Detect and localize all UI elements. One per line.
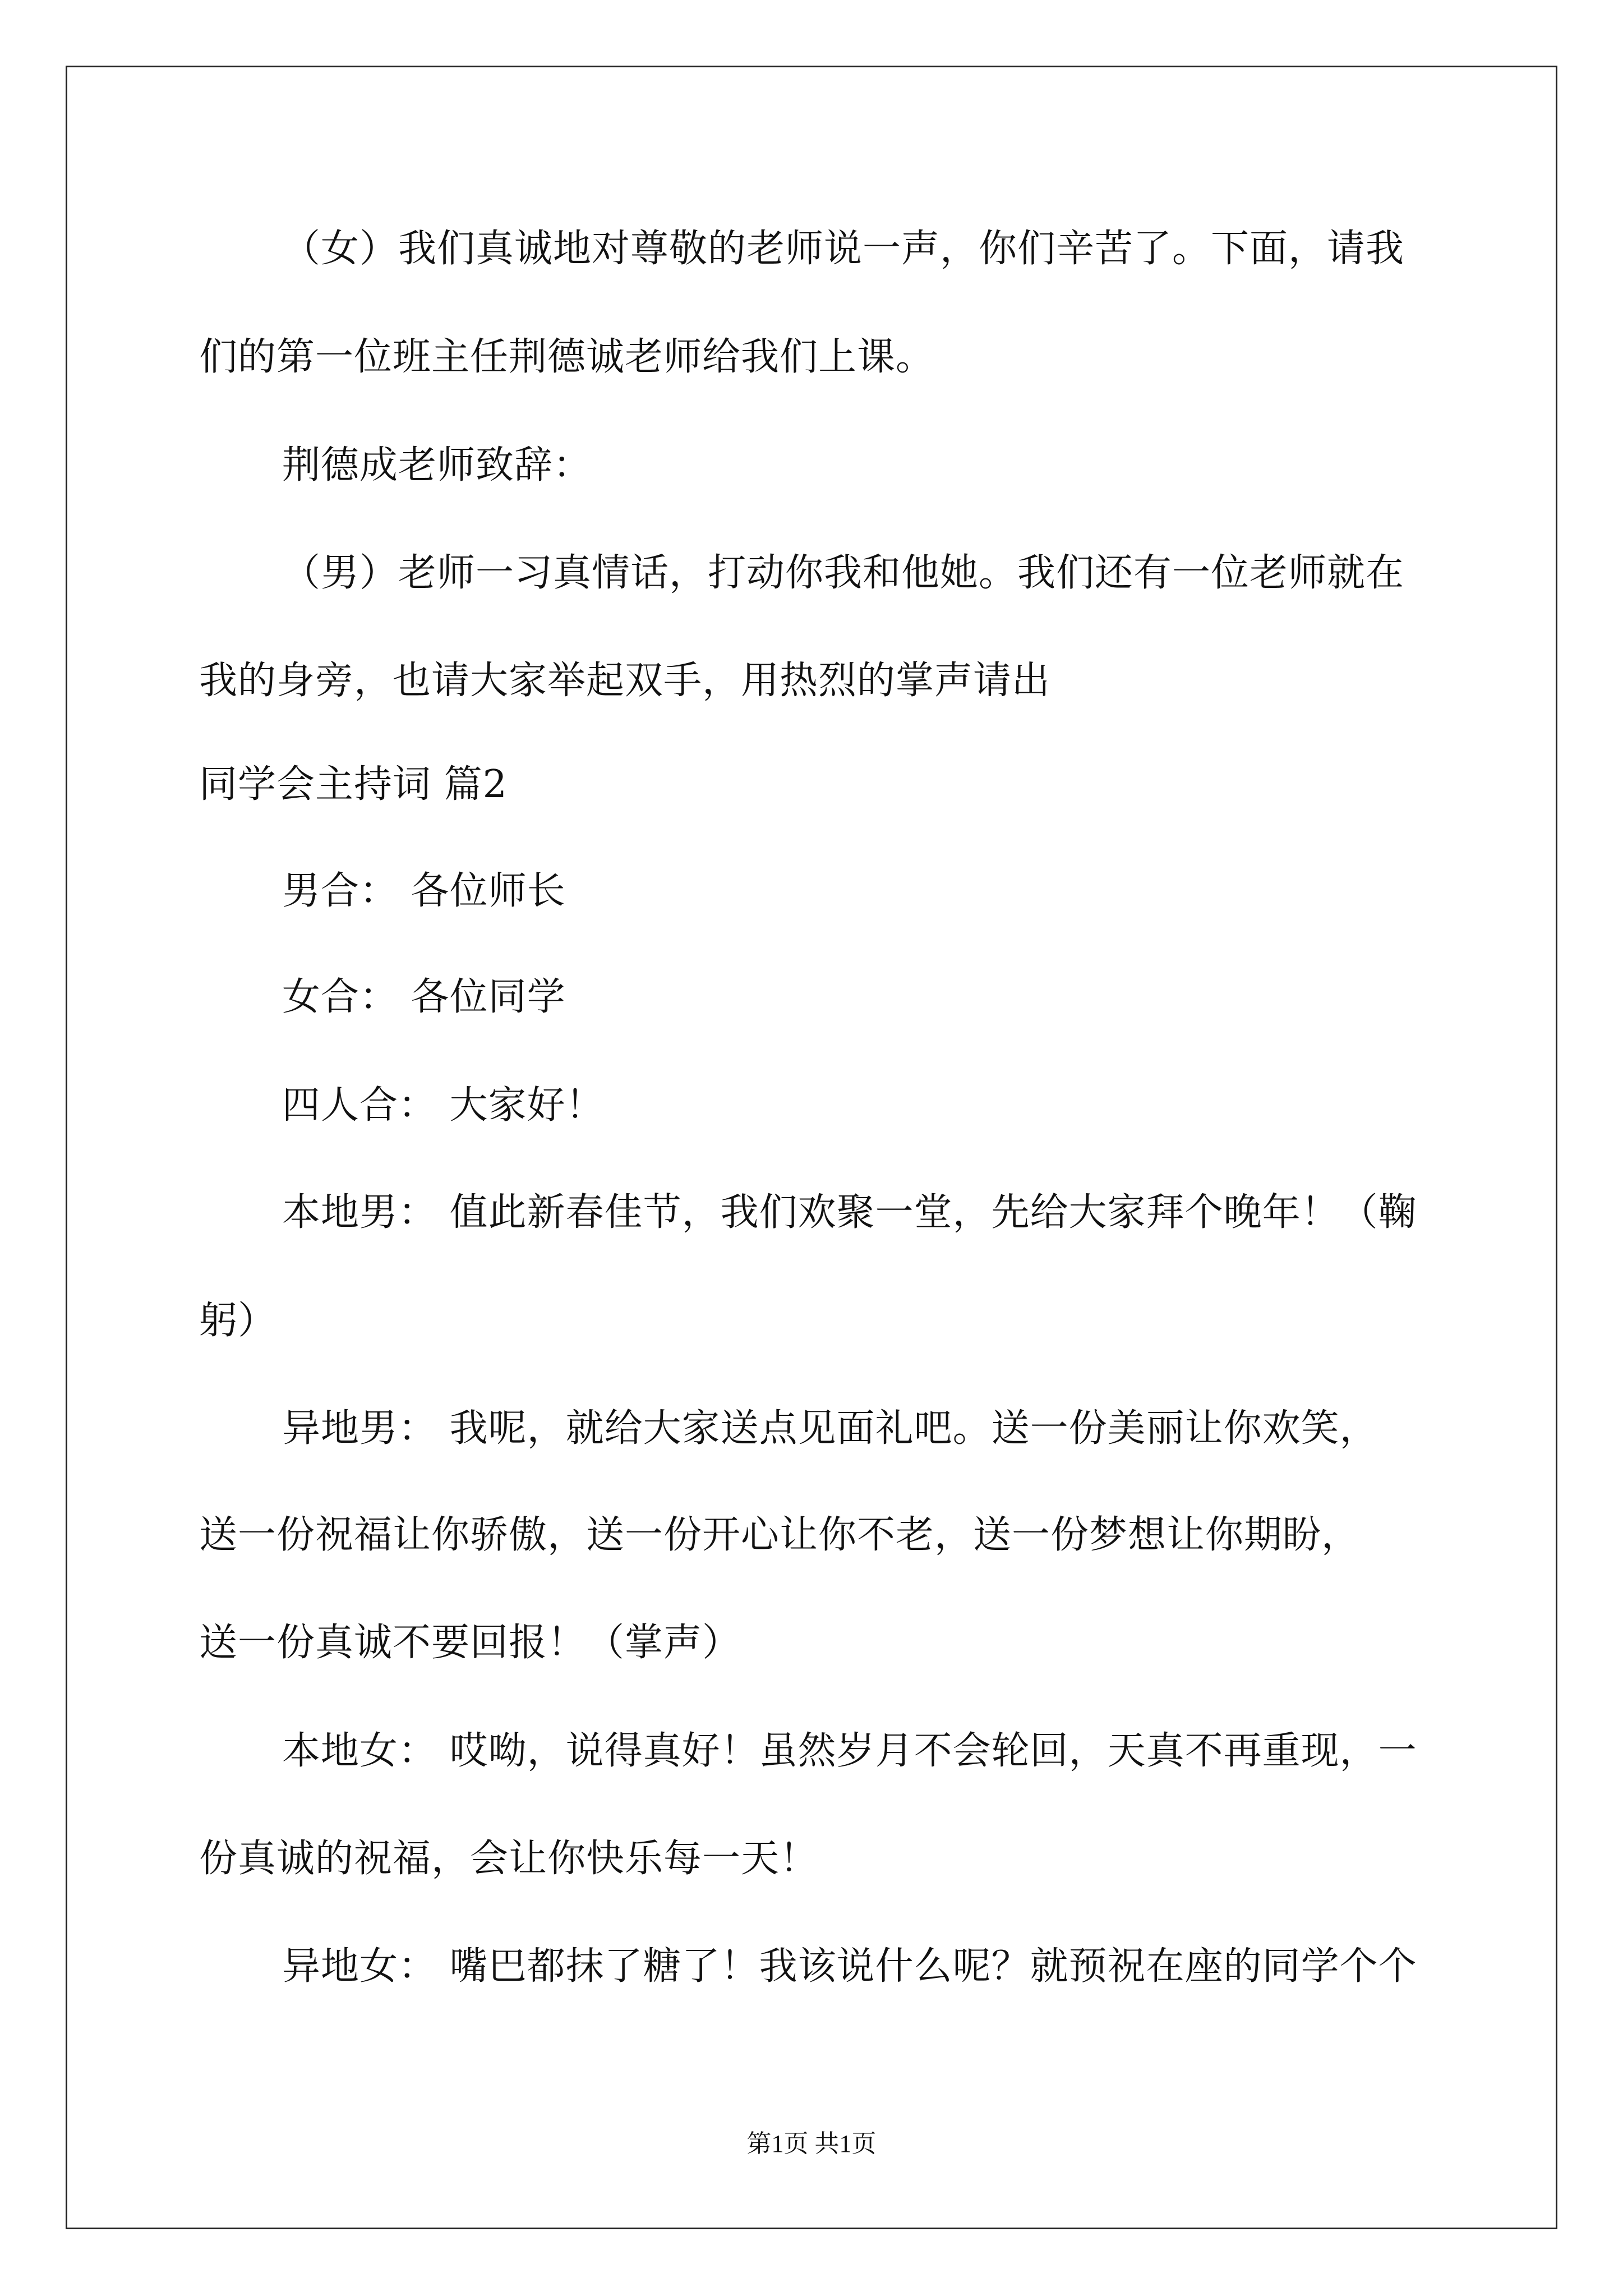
- paragraph-line: 送一份真诚不要回报！（掌声）: [199, 1621, 741, 1665]
- paragraph-line: 本地女： 哎呦，说得真好！虽然岁月不会轮回，天真不再重现，一: [282, 1729, 1417, 1773]
- page-border: [66, 66, 1557, 2229]
- paragraph-line: 四人合： 大家好！: [282, 1083, 605, 1128]
- paragraph-line: 本地男： 值此新春佳节，我们欢聚一堂，先给大家拜个晚年！（鞠: [282, 1190, 1417, 1235]
- paragraph-line: 们的第一位班主任荆德诚老师给我们上课。: [199, 335, 935, 379]
- paragraph-line: 躬）: [199, 1299, 277, 1343]
- paragraph-line: （男）老师一习真情话，打动你我和他她。我们还有一位老师就在: [282, 551, 1405, 595]
- paragraph-line: 我的身旁，也请大家举起双手，用热烈的掌声请出: [199, 659, 1051, 703]
- section-heading: 同学会主持词 篇2: [199, 762, 508, 807]
- paragraph-line: 荆德成老师致辞：: [282, 443, 592, 487]
- page-number: 第1页 共1页: [746, 2130, 877, 2157]
- paragraph-line: 送一份祝福让你骄傲，送一份开心让你不老，送一份梦想让你期盼，: [199, 1513, 1361, 1557]
- paragraph-line: （女）我们真诚地对尊敬的老师说一声，你们辛苦了。下面，请我: [282, 227, 1405, 271]
- paragraph-line: 份真诚的祝福，会让你快乐每一天！: [199, 1837, 819, 1881]
- paragraph-line: 异地女： 嘴巴都抹了糖了！我该说什么呢？就预祝在座的同学个个: [282, 1944, 1417, 1989]
- paragraph-line: 男合： 各位师长: [282, 869, 566, 913]
- paragraph-line: 异地男： 我呢，就给大家送点见面礼吧。送一份美丽让你欢笑，: [282, 1406, 1378, 1451]
- paragraph-line: 女合： 各位同学: [282, 975, 566, 1019]
